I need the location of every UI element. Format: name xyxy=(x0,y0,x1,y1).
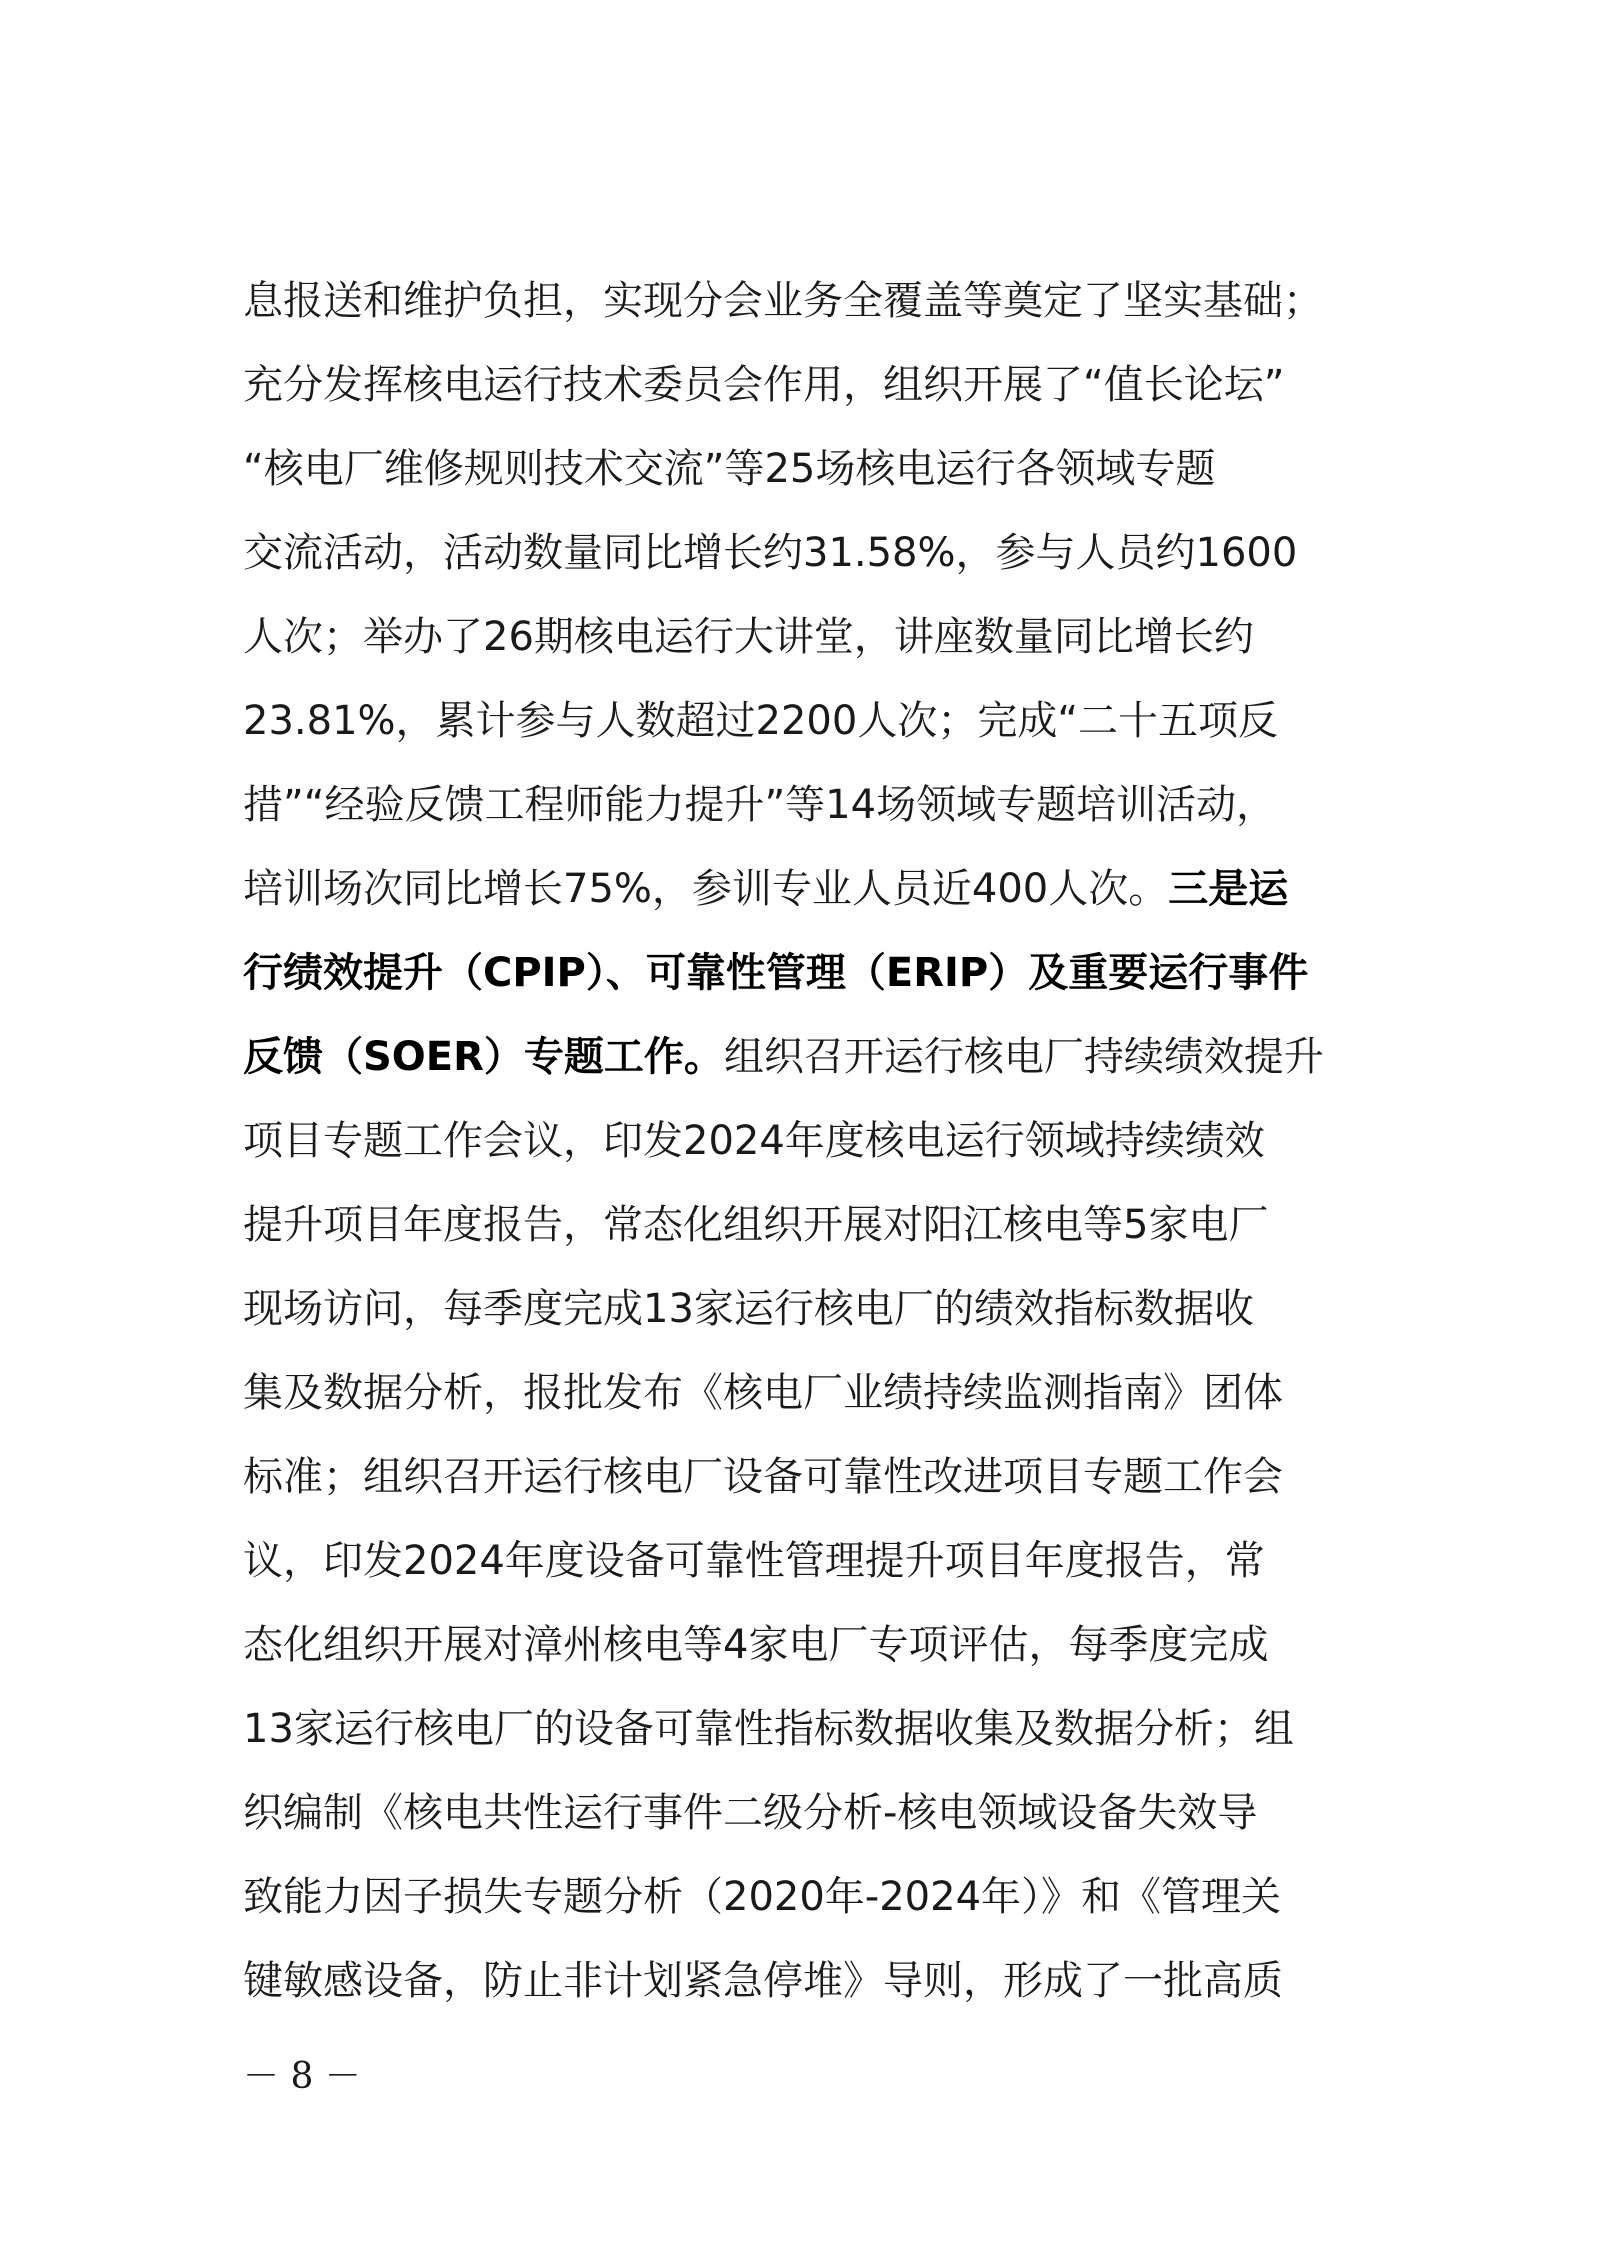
text-segment: 人次；举办了26期核电运行大讲堂，讲座数量同比增长约 xyxy=(243,614,1254,660)
text-segment: 集及数据分析，报批发布《核电厂业绩持续监测指南》团体 xyxy=(243,1370,1283,1416)
page-number: － 8 － xyxy=(243,2056,361,2097)
text-line xyxy=(243,343,1363,427)
text-segment: 态化组织开展对漳州核电等4家电厂专项评估，每季度完成 xyxy=(243,1622,1269,1668)
text-line xyxy=(243,847,1363,931)
text-segment: 交流活动，活动数量同比增长约31.58%，参与人员约1600 xyxy=(243,530,1298,576)
text-segment: “核电厂维修规则技术交流”等25场核电运行各领域专题 xyxy=(243,446,1216,492)
text-segment: 标准；组织召开运行核电厂设备可靠性改进项目专题工作会 xyxy=(243,1454,1283,1500)
text-line xyxy=(243,1099,1363,1183)
text-line xyxy=(243,1603,1363,1687)
text-line xyxy=(243,427,1363,511)
text-line xyxy=(243,1771,1363,1855)
text-segment: 措”“经验反馈工程师能力提升”等14场领域专题培训活动， xyxy=(243,782,1277,828)
text-line xyxy=(243,1351,1363,1435)
bold-text-segment: 行绩效提升（CPIP）、可靠性管理（ERIP）及重要运行事件 xyxy=(243,950,1309,996)
text-segment: 键敏感设备，防止非计划紧急停堆》导则，形成了一批高质 xyxy=(243,1958,1283,2004)
text-line xyxy=(243,1015,1363,1099)
body-text xyxy=(243,259,1363,2023)
text-line xyxy=(243,1939,1363,2023)
text-line xyxy=(243,1435,1363,1519)
text-segment: 致能力因子损失专题分析（2020年-2024年）》和《管理关 xyxy=(243,1874,1282,1920)
text-segment: 充分发挥核电运行技术委员会作用，组织开展了“值长论坛” xyxy=(243,362,1285,408)
text-segment: 息报送和维护负担，实现分会业务全覆盖等奠定了坚实基础； xyxy=(243,278,1323,324)
text-line xyxy=(243,595,1363,679)
bold-text-segment: 反馈（SOER）专题工作。 xyxy=(243,1034,724,1080)
text-segment: 培训场次同比增长75%，参训专业人员近400人次。 xyxy=(243,866,1169,912)
text-line xyxy=(243,1855,1363,1939)
text-line xyxy=(243,1519,1363,1603)
text-segment: 提升项目年度报告，常态化组织开展对阳江核电等5家电厂 xyxy=(243,1202,1269,1248)
text-line xyxy=(243,1687,1363,1771)
text-line xyxy=(243,259,1363,343)
text-line xyxy=(243,511,1363,595)
text-segment: 现场访问，每季度完成13家运行核电厂的绩效指标数据收 xyxy=(243,1286,1254,1332)
text-segment: 议，印发2024年度设备可靠性管理提升项目年度报告，常 xyxy=(243,1538,1265,1584)
text-line xyxy=(243,679,1363,763)
text-line xyxy=(243,1183,1363,1267)
bold-text-segment: 三是运 xyxy=(1168,866,1289,912)
text-segment: 项目专题工作会议，印发2024年度核电运行领域持续绩效 xyxy=(243,1118,1265,1164)
text-line xyxy=(243,931,1363,1015)
text-line xyxy=(243,1267,1363,1351)
text-segment: 23.81%，累计参与人数超过2200人次；完成“二十五项反 xyxy=(243,698,1279,744)
text-segment: 织编制《核电共性运行事件二级分析-核电领域设备失效导 xyxy=(243,1790,1258,1836)
text-segment: 组织召开运行核电厂持续绩效提升 xyxy=(723,1034,1324,1080)
text-line xyxy=(243,763,1363,847)
text-segment: 13家运行核电厂的设备可靠性指标数据收集及数据分析；组 xyxy=(243,1706,1294,1752)
